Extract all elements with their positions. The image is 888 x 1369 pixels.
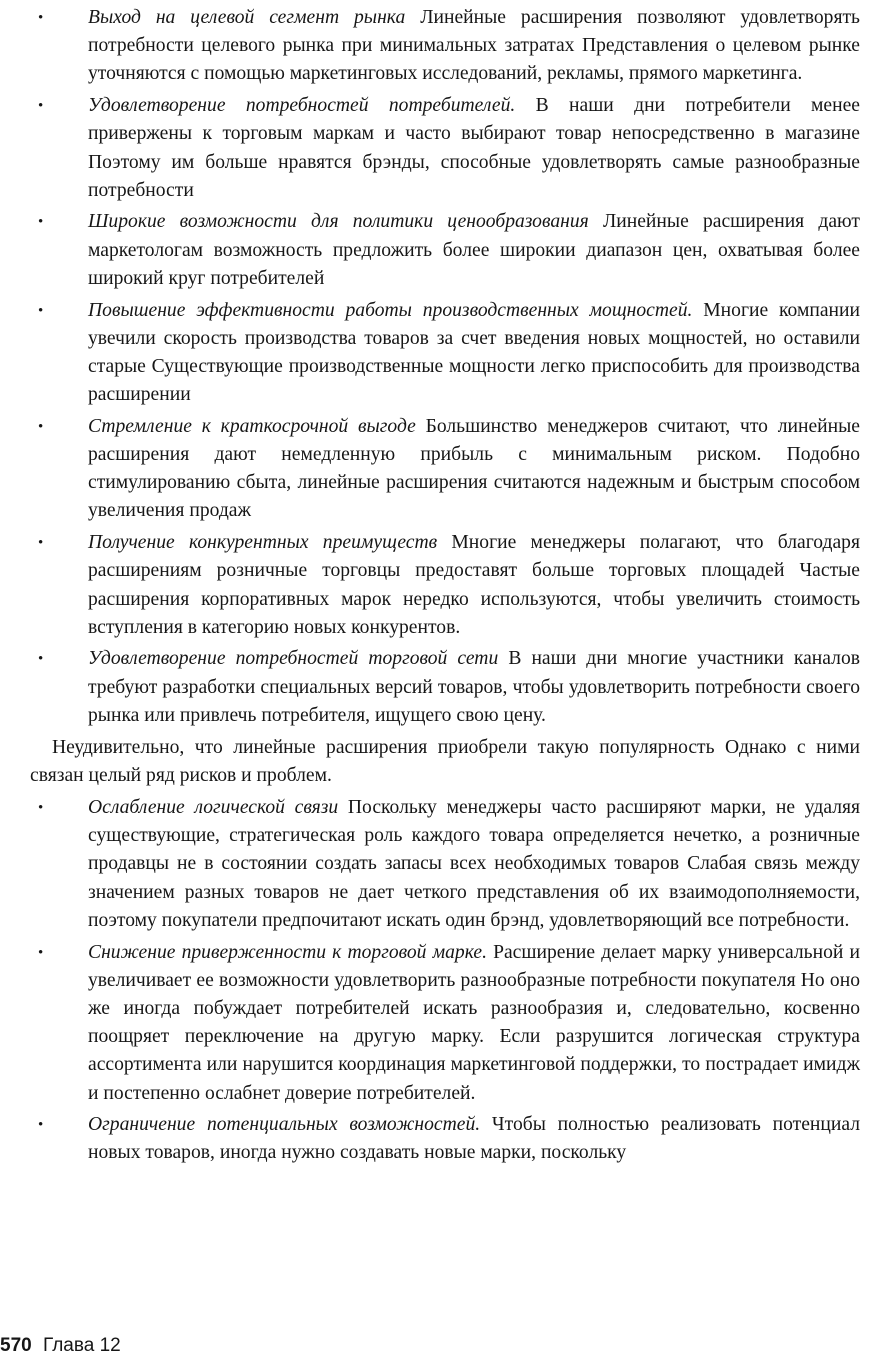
chapter-label: Глава 12 <box>42 1335 121 1356</box>
item-text: Поскольку менеджеры часто расширяют марки, не удаляя существующие, стратегическая роль каждого товара определяется нечетко, а розничные продавцы не в состоянии создать запасы всех необходимых товаров Слабая связь между значением разных товаров не дает четкого представления об их взаимодополняемости, поэтому покупатели предпочитают искать один брэнд, удовлетворяющий все потребности. <box>88 796 860 931</box>
bullet-icon: • <box>38 418 44 435</box>
list-item <box>30 413 860 526</box>
page-footer <box>0 1335 121 1365</box>
item-text: Чтобы полностью реализовать потенциал новых товаров, иногда нужно создавать новые марки, поскольку <box>88 1114 860 1164</box>
bullet-icon: • <box>38 651 44 668</box>
list-item <box>30 529 860 642</box>
item-text: Многие компании увечили скорость производства товаров за счет введения новых мощностей, но оставили старые Существующие производственные мощности легко приспособить для производства расширении <box>88 299 860 406</box>
list-item <box>30 939 860 1108</box>
item-lead: Стремление к краткосрочной выгоде <box>88 415 416 437</box>
list-item <box>30 4 860 89</box>
item-lead: Снижение приверженности к торговой марке. <box>88 941 487 963</box>
bullet-icon: • <box>38 1117 44 1134</box>
bullet-icon: • <box>38 98 44 115</box>
list-item <box>30 645 860 730</box>
benefits-list <box>30 4 860 730</box>
item-text: В наши дни потребители менее привержены к торговым маркам и часто выбирают товар непосредственно в магазине Поэтому им больше нравятся брэнды, способные удовлетворять самые разнообразные потребности <box>88 95 860 201</box>
list-item <box>30 297 860 410</box>
item-lead: Удовлетворение потребностей потребителей. <box>88 95 516 117</box>
item-text: Расширение делает марку универсальной и увеличивает ее возможности удовлетворить разнообразные потребности покупателя Но оно же иногда побуждает потребителей искать разнообразия и, следовательно, косвенно поощряет переключение на другую марку. Если разрушится логическая структура ассортимента или нарушится координация маркетинговой поддержки, то пострадает имидж и постепенно ослабнет доверие потребителей. <box>88 941 860 1104</box>
item-lead: Широкие возможности для политики ценообразования <box>88 211 589 233</box>
item-lead: Ослабление логической связи <box>88 796 339 818</box>
bullet-icon: • <box>38 535 44 552</box>
item-text: Многие менеджеры полагают, что благодаря расширениям розничные торговцы предоставят больше торговых площадей Частые расширения корпоративных марок нередко используются, чтобы увеличить стоимость вступления в категорию новых конкурентов. <box>88 532 860 638</box>
list-item <box>30 794 860 935</box>
item-text: Линейные расширения дают маркетологам возможность предложить более широкии диапазон цен, охватывая более широкий круг потребителей <box>88 211 860 289</box>
bullet-icon: • <box>38 302 44 319</box>
list-item <box>30 208 860 293</box>
item-text: Большинство менеджеров считают, что линейные расширения дают немедленную прибыль с минимальным риском. Подобно стимулированию сбыта, линейные расширения считаются надежным и быстрым способом увеличения продаж <box>88 415 860 522</box>
transition-paragraph: Неудивительно, что линейные расширения приобрели такую популярность Однако с ними связан целый ряд рисков и проблем. <box>30 736 860 786</box>
item-lead: Ограничение потенциальных возможностей. <box>88 1114 481 1136</box>
item-text: Линейные расширения позволяют удовлетворять потребности целевого рынка при минимальных затратах Представления о целевом рынке уточняются с помощью маркетинговых исследований, рекламы, прямого маркетинга. <box>88 7 860 85</box>
bullet-icon: • <box>38 214 44 231</box>
item-text: В наши дни многие участники каналов требуют разработки специальных версий товаров, чтобы удовлетворить потребности своего рынка или привлечь потребителя, ищущего свою цену. <box>88 648 860 726</box>
item-lead: Выход на целевой сегмент рынка <box>88 7 406 28</box>
risks-list <box>30 794 860 1168</box>
item-lead: Повышение эффективности работы производственных мощностей. <box>88 299 693 321</box>
bullet-icon: • <box>38 799 44 816</box>
bullet-icon: • <box>38 10 44 26</box>
list-item <box>30 92 860 205</box>
item-lead: Получение конкурентных преимуществ <box>88 532 438 554</box>
item-lead: Удовлетворение потребностей торговой сети <box>88 648 499 670</box>
list-item <box>30 1111 860 1167</box>
bullet-icon: • <box>38 944 44 961</box>
page-number: 570 <box>0 1335 32 1356</box>
page-content <box>30 4 860 1171</box>
